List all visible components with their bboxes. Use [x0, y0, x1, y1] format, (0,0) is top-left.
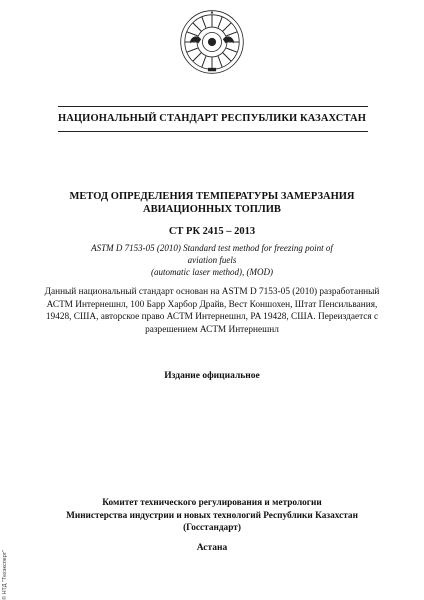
basis-line: АСТМ Интернешнл, 100 Барр Харбор Драйв, Вест Коншохен, Штат Пенсильвания,	[46, 299, 378, 310]
committee-line: Комитет технического регулирования и метрологии	[102, 498, 322, 508]
title-line: МЕТОД ОПРЕДЕЛЕНИЯ ТЕМПЕРАТУРЫ ЗАМЕРЗАНИЯ	[69, 191, 355, 202]
standard-title	[40, 190, 384, 216]
basis-paragraph	[38, 286, 386, 336]
header-rule-top	[58, 106, 368, 107]
astm-line: (automatic laser method), (MOD)	[151, 267, 273, 277]
basis-line: Данный национальный стандарт основан на ASTM D 7153-05 (2010) разработанный	[44, 287, 380, 297]
standard-code: СТ РК 2415 – 2013	[168, 226, 256, 237]
kazakhstan-state-emblem-icon	[178, 8, 246, 76]
edition-label: Издание официальное	[164, 371, 260, 381]
national-standard-header: НАЦИОНАЛЬНЫЙ СТАНДАРТ РЕСПУБЛИКИ КАЗАХСТАН	[57, 113, 367, 124]
astm-reference	[80, 242, 344, 278]
watermark: © НТД "Техэксперт"	[2, 549, 8, 600]
basis-line: разрешением АСТМ Интернешнл	[145, 324, 279, 335]
committee-block	[40, 497, 384, 535]
astm-line: ASTM D 7153-05 (2010) Standard test method for freezing point of aviation fuels	[91, 243, 333, 265]
committee-line: (Госстандарт)	[183, 523, 241, 533]
publication-city: Астана	[196, 543, 228, 553]
header-rule-bottom	[58, 131, 368, 132]
committee-line: Министерства индустрии и новых технологий Республики Казахстан	[66, 510, 358, 521]
basis-line: 19428, США, авторское право АСТМ Интернешнл, PA 19428, США. Переиздается с	[45, 312, 379, 322]
title-line: АВИАЦИОННЫХ ТОПЛИВ	[143, 204, 281, 215]
